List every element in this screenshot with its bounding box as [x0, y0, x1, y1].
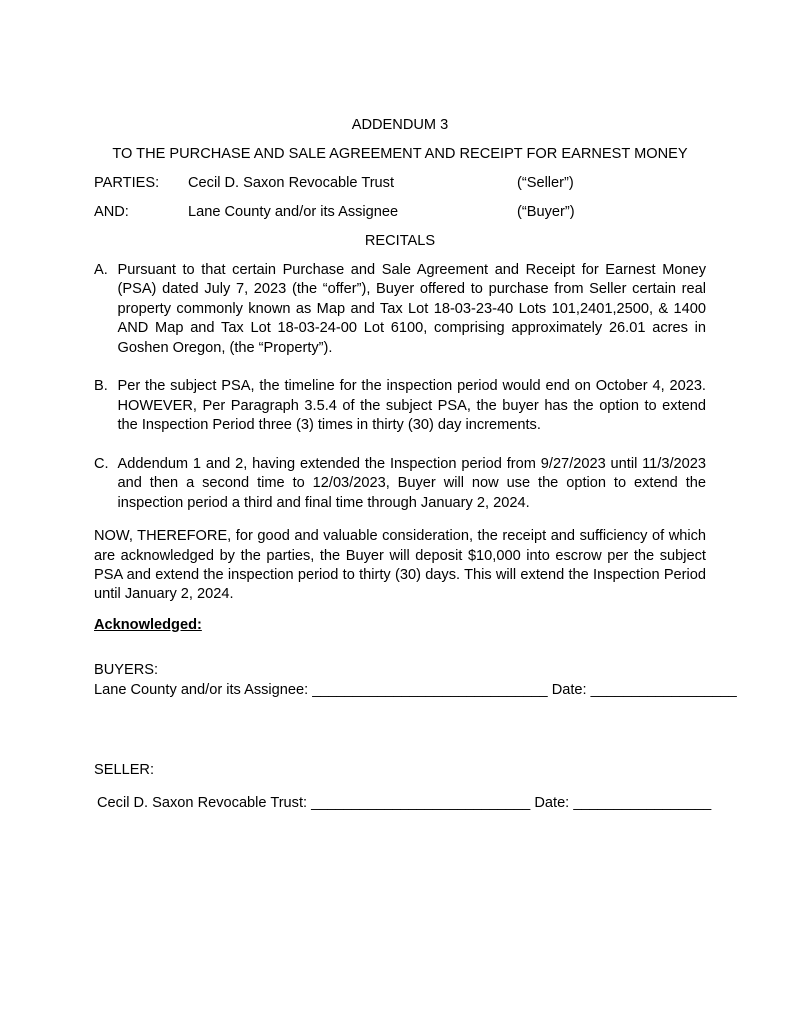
party-row-seller — [94, 174, 706, 193]
buyers-signature-blank: _____________________________ — [312, 681, 548, 698]
seller-signature-blank: ___________________________ — [311, 794, 531, 811]
buyers-date-label: Date: — [551, 681, 587, 698]
party-role-buyer: (“Buyer”) — [517, 204, 575, 220]
recitals-heading: RECITALS — [364, 233, 436, 249]
seller-signature-label: Cecil D. Saxon Revocable Trust: — [97, 794, 308, 811]
recital-a-text: Pursuant to that certain Purchase and Sale Agreement and Receipt for Earnest Money (PSA) dated July 7, 2023 (the “offer”), Buyer offered to purchase from Seller certain real property commonly known as Map and Tax Lot 18-03-23-40 Lots 101,2401,2500, & 1400 AND Map and Tax Lot 18-03-24-00 Lot 6100, comprising approximately 26.01 acres in Goshen Oregon, (the “Property”). — [117, 262, 706, 356]
document-subtitle: TO THE PURCHASE AND SALE AGREEMENT AND RECEIPT FOR EARNEST MONEY — [112, 146, 688, 162]
recital-c-marker: C. — [94, 456, 109, 473]
buyers-signature-line — [94, 681, 737, 700]
buyers-date-blank: __________________ — [590, 681, 737, 698]
buyers-signature-label: Lane County and/or its Assignee: — [94, 681, 309, 698]
buyers-heading: BUYERS: — [94, 662, 159, 679]
recital-c — [94, 455, 706, 513]
buyers-signature-block — [94, 661, 737, 700]
therefore-paragraph: NOW, THEREFORE, for good and valuable consideration, the receipt and sufficiency of which are acknowledged by the parties, the Buyer will deposit $10,000 into escrow per the subject PSA and extend the inspection period to thirty (30) days. This will extend the Inspection Period until January 2, 2024. — [94, 528, 706, 603]
document-title: ADDENDUM 3 — [351, 117, 449, 133]
recital-a — [94, 261, 706, 358]
seller-date-blank: _________________ — [573, 794, 712, 811]
recital-b-text: Per the subject PSA, the timeline for the inspection period would end on October 4, 2023. HOWEVER, Per Paragraph 3.5.4 of the subject PSA, the buyer has the option to extend the Inspection Period three (3) times in thirty (30) day increments. — [117, 378, 706, 434]
recital-a-marker: A. — [94, 262, 108, 278]
party-role-seller: (“Seller”) — [517, 175, 574, 191]
recital-c-text: Addendum 1 and 2, having extended the Inspection period from 9/27/2023 until 11/3/2023 and then a second time to 12/03/2023, Buyer will now use the option to extend the inspection period a third and final time through January 2, 2024. — [117, 456, 706, 511]
party-name-buyer: Lane County and/or its Assignee — [188, 204, 399, 220]
seller-signature-line — [94, 794, 712, 813]
party-label-parties: PARTIES: — [94, 175, 160, 191]
seller-signature-block — [94, 761, 712, 813]
seller-heading: SELLER: — [94, 762, 155, 779]
party-label-and: AND: — [94, 204, 129, 220]
recital-b-marker: B. — [94, 378, 108, 395]
party-row-buyer — [94, 203, 706, 222]
acknowledged-heading: Acknowledged: — [94, 616, 202, 633]
party-name-seller: Cecil D. Saxon Revocable Trust — [188, 175, 395, 191]
recital-b — [94, 377, 706, 435]
seller-date-label: Date: — [534, 794, 570, 811]
